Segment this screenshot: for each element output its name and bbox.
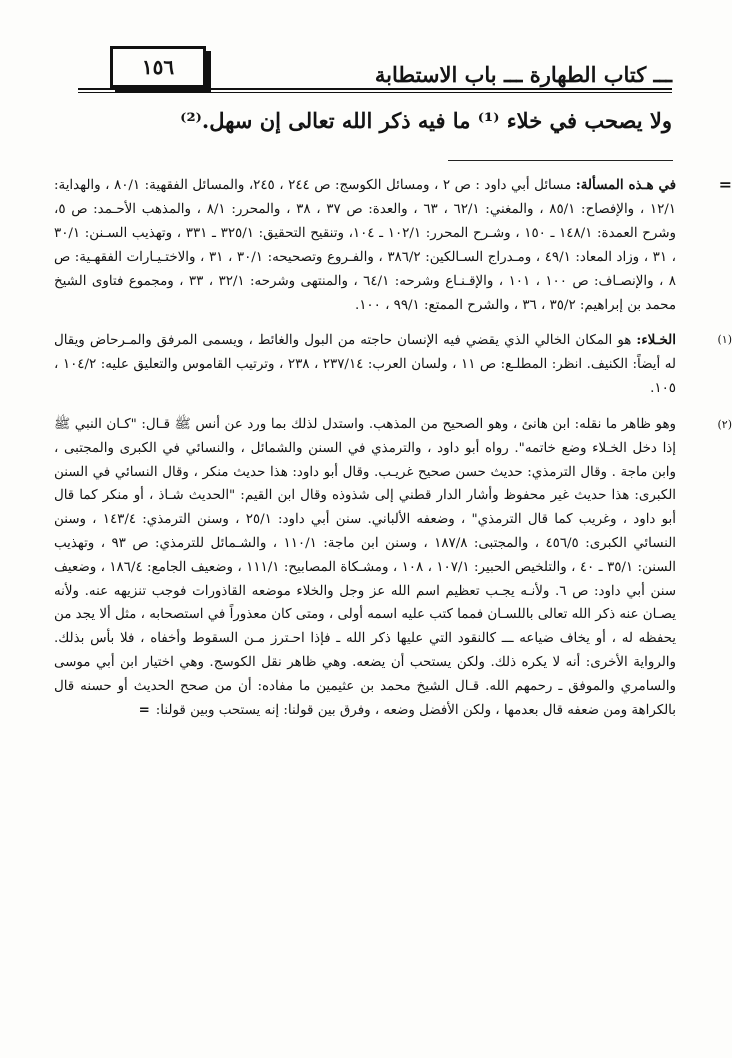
footnote-body (54, 173, 694, 318)
footnote-body (54, 328, 694, 401)
footnotes (54, 173, 732, 722)
running-title: ـــ كتاب الطهارة ـــ باب الاستطابة (374, 62, 672, 87)
footnote-2 (54, 413, 732, 722)
footnote-text: مسائل أبي داود : ص ٢ ، ومسائل الكوسج: ص ٢٤٤ ، ٢٤٥، والمسائل الفقهية: ٨٠/١ ، والهداية: ١٢/١ ، والإفصاح: ٨٥/١ ، والمغني: ٦٢/١ ، ٦٣ ، والعدة: ص ٣٧ ، ٣٨ ، والمحرر: ٨/١ ، والمذهب الأحـمد: ص ٥، وشرح العمدة: ١٤٨/١ ـ ١٥٠ ، وشـرح المحرر: ١٠٢/١ ـ ١٠٤، وتنقيح التحقيق: ٣٢٥/١ ـ ٣٣١ ، وتهذيب السـنن: ٣٠/١ ، ٣١ ، وزاد المعاد: ٤٩/١ ، ومـدراج السـالكين: ٣٨٦/٢ ، والفـروع وتصحيحه: ٣٠/١ ، ٣١ ، والاختـيـارات الفقهـية: ص ٨ ، والإنصـاف: ص ١٠٠ ، ١٠١ ، والإقـنـاع وشرحه: ٦٤/١ ، والمنتهى وشرحه: ٣٢/١ ، ٣٣ ، ومجموع فتاوى الشيخ محمد بن إبراهيم: ٣٥/٢ ، ٣٦ ، والشرح الممتع: ٩٩/١ ، ١٠٠. (54, 178, 676, 313)
footnote-lead: في هـذه المسألة: (575, 177, 677, 193)
page-header (78, 40, 672, 90)
continuation-mark: = (138, 701, 150, 718)
footnote-marker: (٢) (717, 418, 732, 431)
footnote-text: هو المكان الخالي الذي يقضي فيه الإنسان حاجته من البول والغائط ، ويسمى المرفق والمـرحاض ويقال له أيضاً: الكنيف. انظر: المطلـع: ص ١١ ، ولسان العرب: ٢٣٧/١٤ ، ٢٣٨ ، وترتيب القاموس والتعليق عليه: ١٠٤/٢ ، ١٠٥. (54, 333, 676, 396)
header-rule (78, 88, 672, 90)
page-number: ١٥٦ (110, 46, 206, 88)
header-rule-thin (78, 92, 672, 93)
footnote-1 (54, 328, 732, 401)
footnote-continued (54, 173, 732, 318)
footnote-body (54, 413, 694, 722)
footnote-separator (448, 160, 673, 161)
main-text: ولا يصحب في خلاء ⁽¹⁾ ما فيه ذكر الله تعالى إن سهل.⁽²⁾ (180, 108, 672, 133)
footnote-text: وهو ظاهر ما نقله: ابن هانئ ، وهو الصحيح من المذهب. واستدل لذلك بما ورد عن أنس ﷺ قـال: "كـان النبي ﷺ إذا دخل الخـلاء وضع خاتمه". رواه أبو داود ، والترمذي في السنن والشمائل ، والنسائي في الكبرى والمجتبى ، وابن ماجة . وقال الترمذي: حديث حسن صحيح غريـب. وقال أبو داود: هذا حديث منكر ، وقال النسائي في السنن الكبرى: هذا حديث غير محفوظ وأشار الدار قطني إلى شذوذه وقال ابن القيم: "الحديث شـاذ ، أو منكر كما قال أبو داود ، وغريب كما قال الترمذي" ، وضعفه الألباني. سنن أبي داود: ٢٥/١ ، وسنن الترمذي: ١٤٣/٤ ، وسنن النسائي الكبرى: ٤٥٦/٥ ، والمجتبى: ١٨٧/٨ ، وسنن ابن ماجة: ١١٠/١ ، والشـمائل للترمذي: ص ٩٣ ، وتهذيب السنن: ٣٥/١ ـ ٤٠ ، والتلخيص الحبير: ١٠٧/١ ، ١٠٨ ، ومشـكاة المصابيح: ١١١/١ ، وضعيف الجامع: ١٨٦/٤ ، وضعيف سنن أبي داود: ص ٦. ولأنـه يجـب تعظيم اسم الله عز وجل والخلاء موضعه القاذورات فوجب تنزيهه عنه. ولأنه يصـان عنه ذكر الله تعالى باللسـان فمما كتب عليه اسمه أولى ، ومتى كان معذوراً في استصحابه ، مثل ألا يجد من يحفظه له ، أو يخاف ضياعه ـــ كالنقود التي عليها ذكر الله ـ فإذا احـترز مـن السقوط وأخفاه ، فلا بأس بذلك. والرواية الأخرى: أنه لا يكره ذلك. ولكن يستحب أن يضعه. وهي ظاهر نقل الكوسج. وهي اختيار ابن أبي موسى والسامري والموفق ـ رحمهم الله. قـال الشيخ محمد بن عثيمين ما مفاده: أن من صحح الحديث أو حسنه قال بالكراهة ومن ضعفه قال بعدمها ، ولكن الأفضل وضعه ، وفرق بين قولنا: إنه يستحب وبين قولنا: (54, 417, 677, 718)
footnote-marker: (١) (717, 333, 732, 346)
footnote-lead: الخـلاء: (636, 332, 676, 348)
footnote-marker: = (718, 175, 732, 194)
